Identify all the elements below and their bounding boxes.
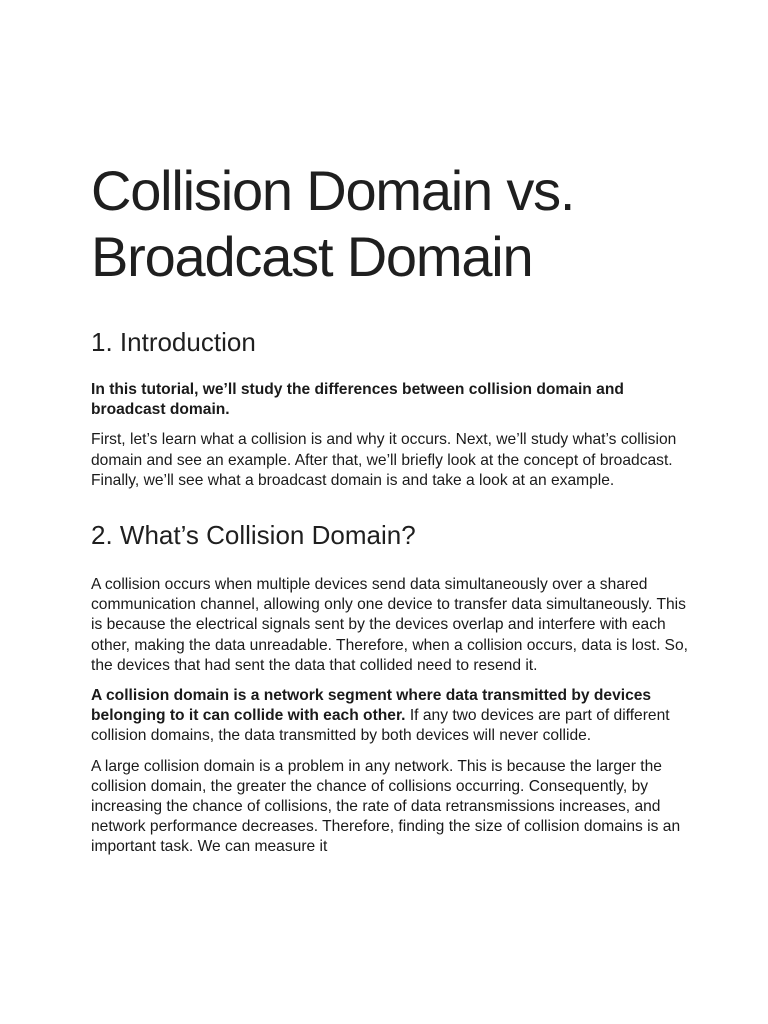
section-heading-introduction: 1. Introduction <box>91 327 256 357</box>
collision-paragraph-3-text: A large collision domain is a problem in any network. This is because the larger the collision domain, the greater the chance of collisions occurring. Consequently, by increasing the chance of collisions, the rate of data retransmissions increases, and network performance decreases. Therefore, finding the size of collision domains is an important task. We can measure it <box>91 757 681 856</box>
collision-paragraph-2-bold: A collision domain is a network segment where data transmitted by devices belonging to it can collide with each other. <box>91 687 652 725</box>
collision-paragraph-1-text: A collision occurs when multiple devices send data simultaneously over a shared communication channel, allowing only one device to transfer data simultaneously. This is because the electrical signals sent by the devices overlap and interfere with each other, making the data unreadable. Therefore, when a collision occurs, data is lost. So, the devices that had sent the data that collided need to resend it. <box>91 576 688 674</box>
intro-paragraph-2 <box>91 430 691 491</box>
collision-paragraph-2-text: If any two devices are part of different collision domains, the data transmitted by both devices will never collide. <box>91 707 670 745</box>
document-body <box>91 158 691 858</box>
collision-paragraph-3 <box>91 757 691 858</box>
collision-paragraph-1 <box>91 575 691 676</box>
document-title: Collision Domain vs. Broadcast Domain <box>91 159 575 288</box>
intro-paragraph-2-text: First, let’s learn what a collision is and why it occurs. Next, we’ll study what’s collision domain and see an example. After that, we’ll briefly look at the concept of broadcast. Finally, we’ll see what a broadcast domain is and take a look at an example. <box>91 431 677 489</box>
section-heading-collision-domain: 2. What’s Collision Domain? <box>91 520 416 551</box>
collision-paragraph-2 <box>91 686 691 747</box>
intro-paragraph-1-bold: In this tutorial, we’ll study the differences between collision domain and broadcast domain. <box>91 381 624 419</box>
intro-paragraph-1 <box>91 380 691 420</box>
